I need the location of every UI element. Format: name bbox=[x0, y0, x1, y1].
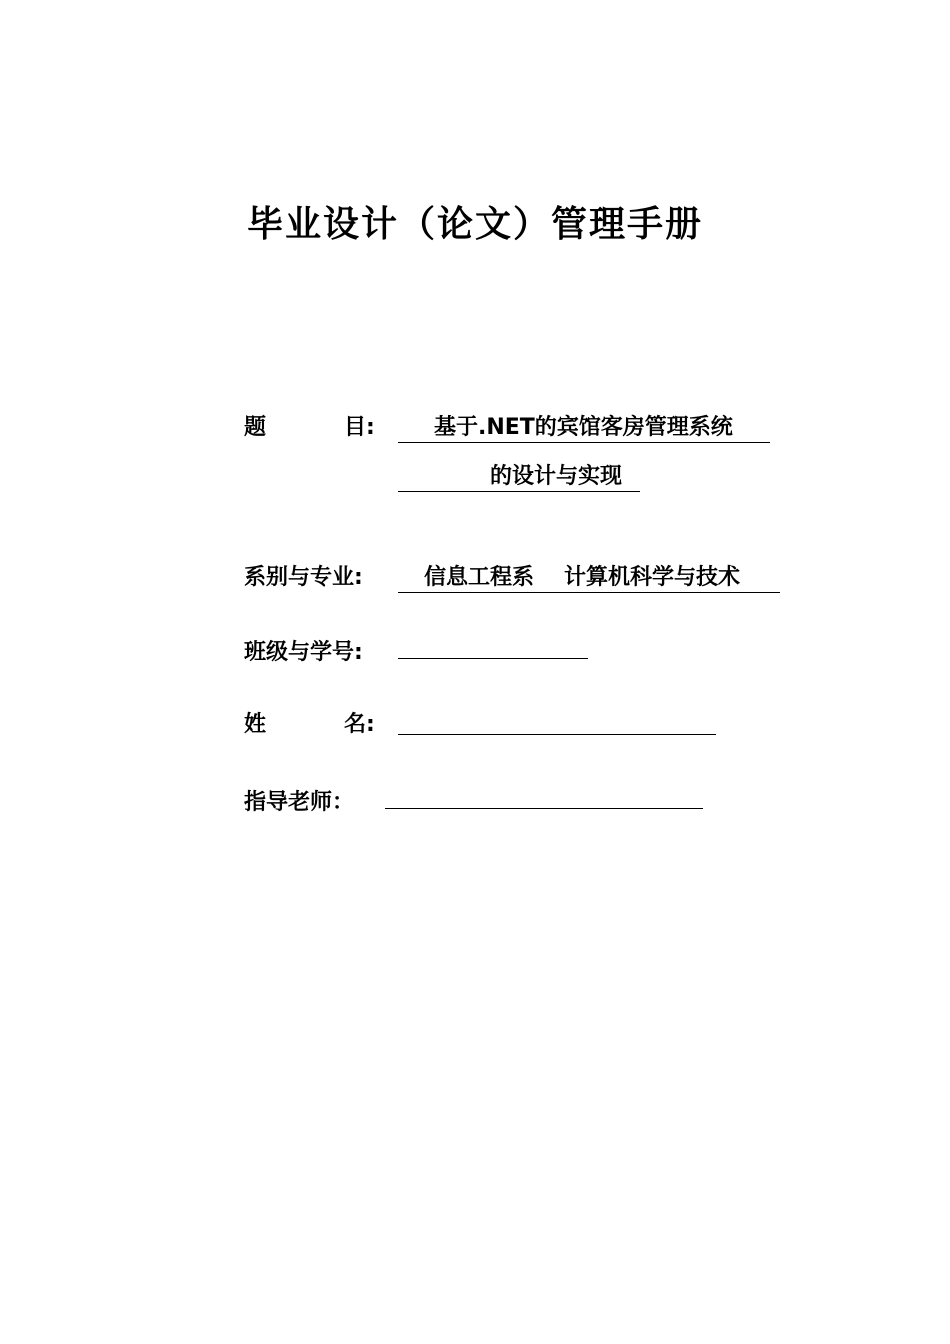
department-major-value bbox=[398, 560, 780, 593]
topic-label-end: 目: bbox=[344, 415, 375, 440]
major-text: 计算机科学与技术 bbox=[564, 565, 741, 590]
topic-line-1-text: 基于.NET的宾馆客房管理系统 bbox=[434, 415, 733, 440]
name-label-end: 名: bbox=[344, 712, 375, 737]
document-title: 毕业设计（论文）管理手册 bbox=[246, 204, 703, 245]
name-blank bbox=[398, 734, 716, 735]
name-label-start: 姓 bbox=[244, 712, 267, 737]
topic-line-1 bbox=[398, 410, 770, 443]
topic-line-2-text: 的设计与实现 bbox=[490, 464, 623, 489]
class-id-blank bbox=[398, 658, 588, 659]
advisor-blank bbox=[385, 808, 703, 809]
advisor-label: 指导老师： bbox=[244, 790, 355, 815]
name-label bbox=[244, 707, 375, 738]
department-text: 信息工程系 bbox=[424, 565, 535, 590]
topic-label bbox=[244, 410, 375, 441]
topic-line-2 bbox=[398, 459, 640, 492]
class-id-label: 班级与学号: bbox=[244, 640, 363, 665]
department-label: 系别与专业: bbox=[244, 565, 363, 590]
topic-label-start: 题 bbox=[244, 415, 267, 440]
